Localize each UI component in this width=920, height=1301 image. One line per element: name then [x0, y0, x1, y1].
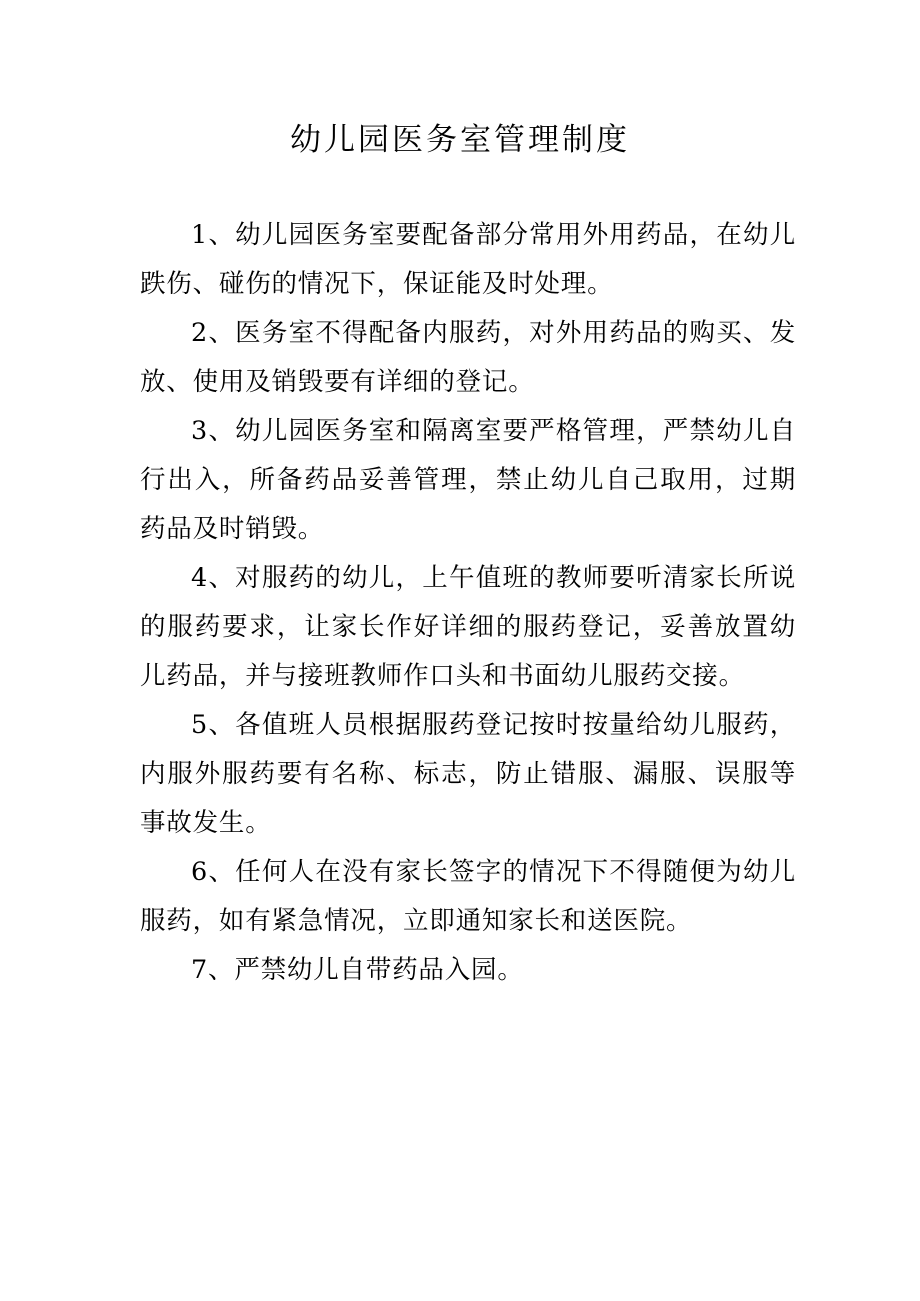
paragraph-5: 5、各值班人员根据服药登记按时按量给幼儿服药，内服外服药要有名称、标志，防止错服、漏服、误服等事故发生。	[140, 710, 796, 838]
paragraph-4: 4、对服药的幼儿，上午值班的教师要听清家长所说的服药要求，让家长作好详细的服药登记，妥善放置幼儿药品，并与接班教师作口头和书面幼儿服药交接。	[140, 563, 796, 691]
document-body	[140, 211, 796, 995]
document-title: 幼儿园医务室管理制度	[290, 122, 630, 158]
paragraph-6: 6、任何人在没有家长签字的情况下不得随便为幼儿服药，如有紧急情况，立即通知家长和送医院。	[140, 857, 796, 936]
paragraph-7: 7、严禁幼儿自带药品入园。	[191, 955, 524, 985]
paragraph-1: 1、幼儿园医务室要配备部分常用外用药品，在幼儿跌伤、碰伤的情况下，保证能及时处理。	[140, 220, 796, 299]
paragraph-3: 3、幼儿园医务室和隔离室要严格管理，严禁幼儿自行出入，所备药品妥善管理，禁止幼儿自己取用，过期药品及时销毁。	[140, 416, 796, 544]
paragraph-2: 2、医务室不得配备内服药，对外用药品的购买、发放、使用及销毁要有详细的登记。	[140, 318, 796, 397]
